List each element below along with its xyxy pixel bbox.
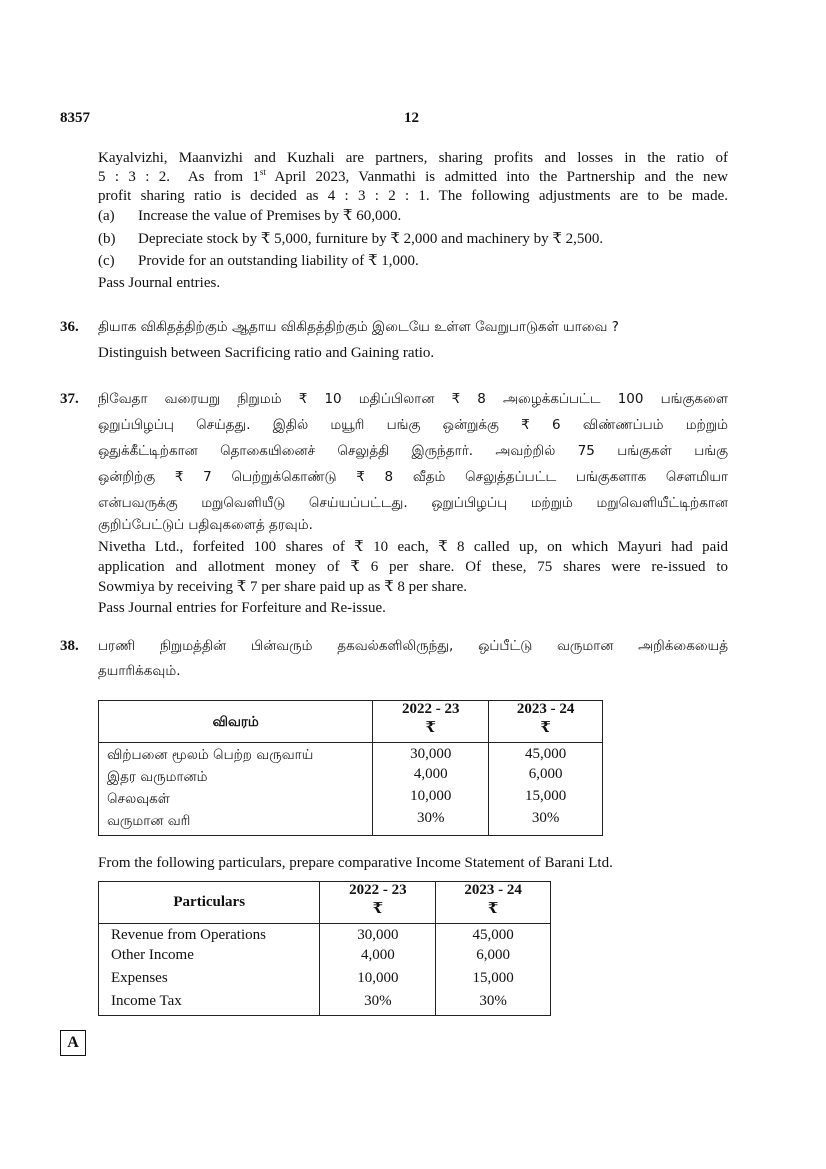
q35-item-text: Provide for an outstanding liability of ₹ 1,000.	[138, 253, 419, 269]
row-label: Expenses	[99, 970, 320, 993]
row-label: Other Income	[99, 947, 320, 970]
year-label: 2023 - 24	[516, 701, 575, 717]
q35-line: 5 : 3 : 2. As from 1st April 2023, Vanmathi is admitted into the Partnership and the new	[98, 167, 728, 185]
q38-english: From the following particulars, prepare comparative Income Statement of Barani Ltd.	[98, 855, 613, 871]
column-header	[373, 701, 489, 743]
q37-english-line: Sowmiya by receiving ₹ 7 per share paid up as ₹ 8 per share.	[98, 579, 467, 595]
table-row	[99, 970, 551, 993]
cell-value: 10,000	[373, 788, 489, 810]
q38-tamil-line: பரணி நிறுமத்தின் பின்வரும் தகவல்களிலிருந்து, ஒப்பீட்டு வருமான அறிக்கையைத்	[98, 638, 728, 654]
column-header: விவரம்	[99, 701, 373, 743]
table-row	[99, 810, 603, 836]
cell-value: 30%	[320, 993, 436, 1016]
page-number: 12	[404, 110, 419, 126]
q37-tamil-line: ஒன்றிற்கு ₹ 7 பெற்றுக்கொண்டு ₹ 8 வீதம் செலுத்தப்பட்ட பங்குகளாக சௌமியா	[98, 469, 728, 485]
q37-tamil-line: என்பவருக்கு மறுவெளியீடு செய்யப்பட்டது. ஒறுப்பிழப்பு மற்றும் மறுவெளியீட்டிற்கான	[98, 495, 728, 511]
cell-value: 6,000	[489, 766, 603, 788]
table-row	[99, 766, 603, 788]
q35-instruction: Pass Journal entries.	[98, 275, 221, 291]
version-box: A	[60, 1030, 86, 1056]
row-label: விற்பனை மூலம் பெற்ற வருவாய்	[99, 743, 373, 767]
q35-item-text: Depreciate stock by ₹ 5,000, furniture by ₹ 2,000 and machinery by ₹ 2,500.	[138, 231, 604, 247]
cell-value: 30%	[489, 810, 603, 836]
cell-value: 4,000	[320, 947, 436, 970]
column-header	[489, 701, 603, 743]
cell-value: 6,000	[436, 947, 551, 970]
currency-symbol: ₹	[372, 901, 384, 917]
cell-value: 10,000	[320, 970, 436, 993]
table-row	[99, 993, 551, 1016]
cell-value: 15,000	[436, 970, 551, 993]
year-label: 2023 - 24	[464, 882, 522, 898]
q35-item-text: Increase the value of Premises by ₹ 60,000.	[138, 208, 402, 224]
q35-item-label: (a)	[98, 208, 115, 224]
cell-value: 30,000	[320, 924, 436, 947]
q36-tamil: தியாக விகிதத்திற்கும் ஆதாய விகிதத்திற்கும் இடையே உள்ள வேறுபாடுகள் யாவை ?	[98, 319, 619, 335]
q37-tamil-line: ஒறுப்பிழப்பு செய்தது. இதில் மயூரி பங்கு ஒன்றுக்கு ₹ 6 விண்ணப்பம் மற்றும்	[98, 417, 728, 433]
table-row	[99, 947, 551, 970]
currency-symbol: ₹	[425, 720, 436, 736]
cell-value: 30,000	[373, 743, 489, 767]
tamil-particulars-table	[98, 700, 603, 836]
q37-tamil-line: ஒதுக்கீட்டிற்கான தொகையினைச் செலுத்தி இருந்தார். அவற்றில் 75 பங்குகள் பங்கு	[98, 443, 728, 459]
year-label: 2022 - 23	[402, 701, 460, 717]
q35-item-label: (c)	[98, 253, 115, 269]
column-header	[436, 882, 551, 924]
column-header: Particulars	[99, 882, 320, 924]
table-row	[99, 924, 551, 947]
q35-line: profit sharing ratio is decided as 4 : 3 : 2 : 1. The following adjustments are to be made.	[98, 188, 728, 204]
row-label: செலவுகள்	[99, 788, 373, 810]
cell-value: 4,000	[373, 766, 489, 788]
cell-value: 30%	[373, 810, 489, 836]
q37-tamil-line: குறிப்பேட்டுப் பதிவுகளைத் தரவும்.	[98, 517, 313, 533]
q37-english-line: Nivetha Ltd., forfeited 100 shares of ₹ 10 each, ₹ 8 called up, on which Mayuri had paid	[98, 539, 728, 555]
english-particulars-table	[98, 881, 551, 1016]
cell-value: 45,000	[436, 924, 551, 947]
table-row	[99, 743, 603, 767]
currency-symbol: ₹	[540, 720, 551, 736]
q38-tamil-line: தயாரிக்கவும்.	[98, 663, 181, 679]
row-label: Income Tax	[99, 993, 320, 1016]
row-label: வருமான வரி	[99, 810, 373, 836]
row-label: இதர வருமானம்	[99, 766, 373, 788]
q35-line: Kayalvizhi, Maanvizhi and Kuzhali are partners, sharing profits and losses in the ratio of	[98, 150, 728, 166]
paper-code: 8357	[60, 110, 90, 126]
q35-item-label: (b)	[98, 231, 116, 247]
row-label: Revenue from Operations	[99, 924, 320, 947]
currency-symbol: ₹	[487, 901, 499, 917]
question-number: 36.	[60, 319, 79, 335]
cell-value: 15,000	[489, 788, 603, 810]
table-row	[99, 788, 603, 810]
year-label: 2022 - 23	[349, 882, 407, 898]
column-header	[320, 882, 436, 924]
question-number: 37.	[60, 391, 79, 407]
q37-instruction: Pass Journal entries for Forfeiture and Re-issue.	[98, 600, 386, 616]
q36-english: Distinguish between Sacrificing ratio and Gaining ratio.	[98, 345, 435, 361]
cell-value: 45,000	[489, 743, 603, 767]
q37-english-line: application and allotment money of ₹ 6 per share. Of these, 75 shares were re-issued to	[98, 559, 728, 575]
q37-tamil-line: நிவேதா வரையறு நிறுமம் ₹ 10 மதிப்பிலான ₹ 8 அழைக்கப்பட்ட 100 பங்குகளை	[98, 391, 728, 407]
question-number: 38.	[60, 638, 79, 654]
cell-value: 30%	[436, 993, 551, 1016]
